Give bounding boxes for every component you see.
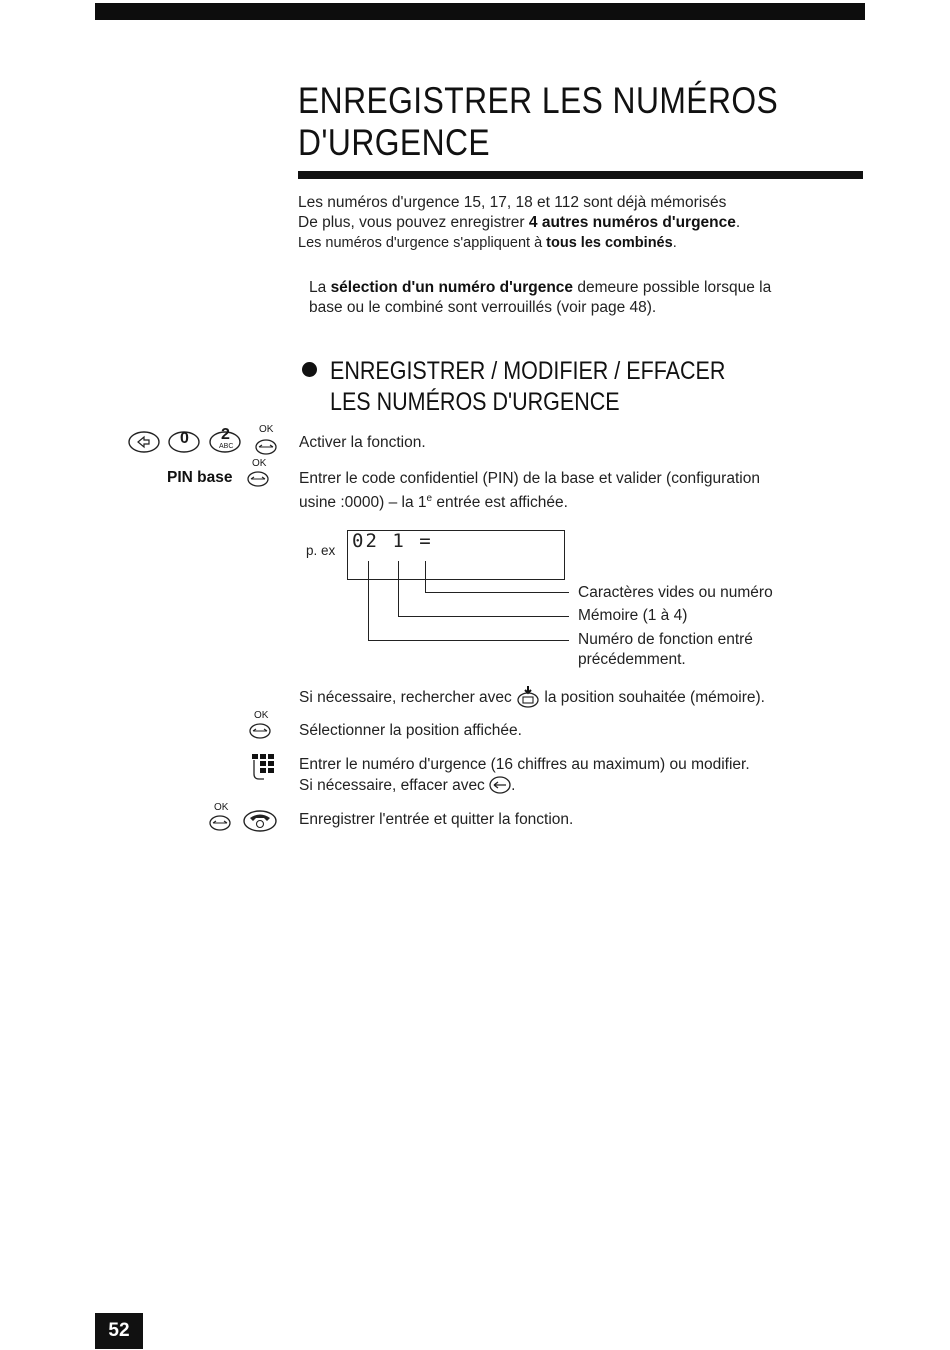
nav-key-icon [516, 686, 540, 708]
example-prefix: p. ex [306, 543, 336, 558]
menu-key-icon [129, 432, 159, 452]
pin-line2-end: entrée est affichée. [432, 494, 568, 512]
note-pre: La [309, 279, 331, 296]
zero-key-label: 0 [180, 430, 189, 447]
callout-memory: Mémoire (1 à 4) [578, 607, 688, 624]
callout-function: Numéro de fonction entré [578, 631, 753, 648]
note-line1 [309, 278, 771, 298]
title-rule [298, 171, 863, 179]
page-number: 52 [95, 1313, 143, 1349]
step-save: Enregistrer l'entrée et quitter la fonction. [299, 811, 574, 828]
search-text-pre: Si nécessaire, rechercher avec [299, 689, 517, 706]
search-text-post: la position souhaitée (mémoire). [540, 689, 765, 706]
activate-keys-svg [128, 424, 280, 458]
ok-key-label: OK [259, 424, 274, 435]
leader-chars-h [425, 592, 569, 593]
top-rule [95, 3, 865, 20]
pin-line2-sup: e [426, 493, 433, 504]
intro-line1: Les numéros d'urgence 15, 17, 18 et 112 sont déjà mémorisés [298, 194, 727, 211]
page-title-line1: ENREGISTRER LES NUMÉROS [298, 80, 779, 121]
section-heading [330, 356, 725, 418]
page-title-line2: D'URGENCE [298, 122, 491, 163]
ok-key-icon [210, 816, 230, 830]
leader-memory-h [398, 616, 569, 617]
note-bold: sélection d'un numéro d'urgence [330, 279, 574, 296]
callout-chars: Caractères vides ou numéro [578, 584, 773, 601]
enter-line2-end: . [511, 777, 516, 794]
step-select: Sélectionner la position affichée. [299, 722, 522, 739]
page-title [298, 80, 814, 164]
keypad-icon [250, 752, 278, 787]
step-search [299, 686, 859, 708]
intro-line2-text: De plus, vous pouvez enregistrer [298, 214, 529, 231]
delete-key-icon [489, 775, 511, 796]
section-bullet [302, 362, 317, 377]
display-screen-text: 02 1 = [352, 530, 433, 552]
select-ok-key [248, 712, 278, 747]
save-ok-label: OK [214, 802, 229, 813]
ok-key-icon [256, 440, 276, 454]
hangup-key-icon [244, 811, 276, 831]
intro-line2 [298, 213, 740, 233]
leader-function-v [368, 561, 369, 641]
step-enter-line2 [299, 775, 859, 796]
note-post: demeure possible lorsque la [573, 279, 772, 296]
intro-line3-end: . [672, 235, 677, 251]
callout-function-cont: précédemment. [578, 651, 686, 668]
step-enter-line1: Entrer le numéro d'urgence (16 chiffres au maximum) ou modifier. [299, 756, 750, 773]
step-pin-line2 [299, 489, 859, 513]
step-activate: Activer la fonction. [299, 434, 426, 451]
leader-memory-v [398, 561, 399, 617]
section-heading-line1: ENREGISTRER / MODIFIER / EFFACER [330, 357, 726, 385]
step-pin-line1: Entrer le code confidentiel (PIN) de la base et valider (configuration [299, 470, 760, 487]
two-key-sublabel: ABC [219, 443, 234, 450]
section-heading-line2: LES NUMÉROS D'URGENCE [330, 388, 620, 416]
intro-line3-text: Les numéros d'urgence s'appliquent à [298, 235, 547, 251]
leader-function-h [368, 640, 569, 641]
leader-chars-v [425, 561, 426, 593]
select-ok-label: OK [254, 710, 269, 721]
intro-line3 [298, 233, 677, 253]
intro-line3-bold: tous les combinés [546, 235, 673, 251]
intro-line2-end: . [735, 214, 741, 231]
note-line2: base ou le combiné sont verrouillés (voir page 48). [309, 299, 657, 316]
two-key-label: 2 [221, 426, 230, 443]
pin-line2-text: usine :0000) – la 1 [299, 494, 427, 512]
pin-ok-label: OK [252, 458, 267, 469]
enter-line2-text: Si nécessaire, effacer avec [299, 777, 490, 794]
intro-line2-bold: 4 autres numéros d'urgence [528, 214, 736, 231]
pin-base-label: PIN base [167, 469, 233, 486]
save-keys [208, 802, 282, 839]
pin-ok-key [246, 460, 276, 495]
